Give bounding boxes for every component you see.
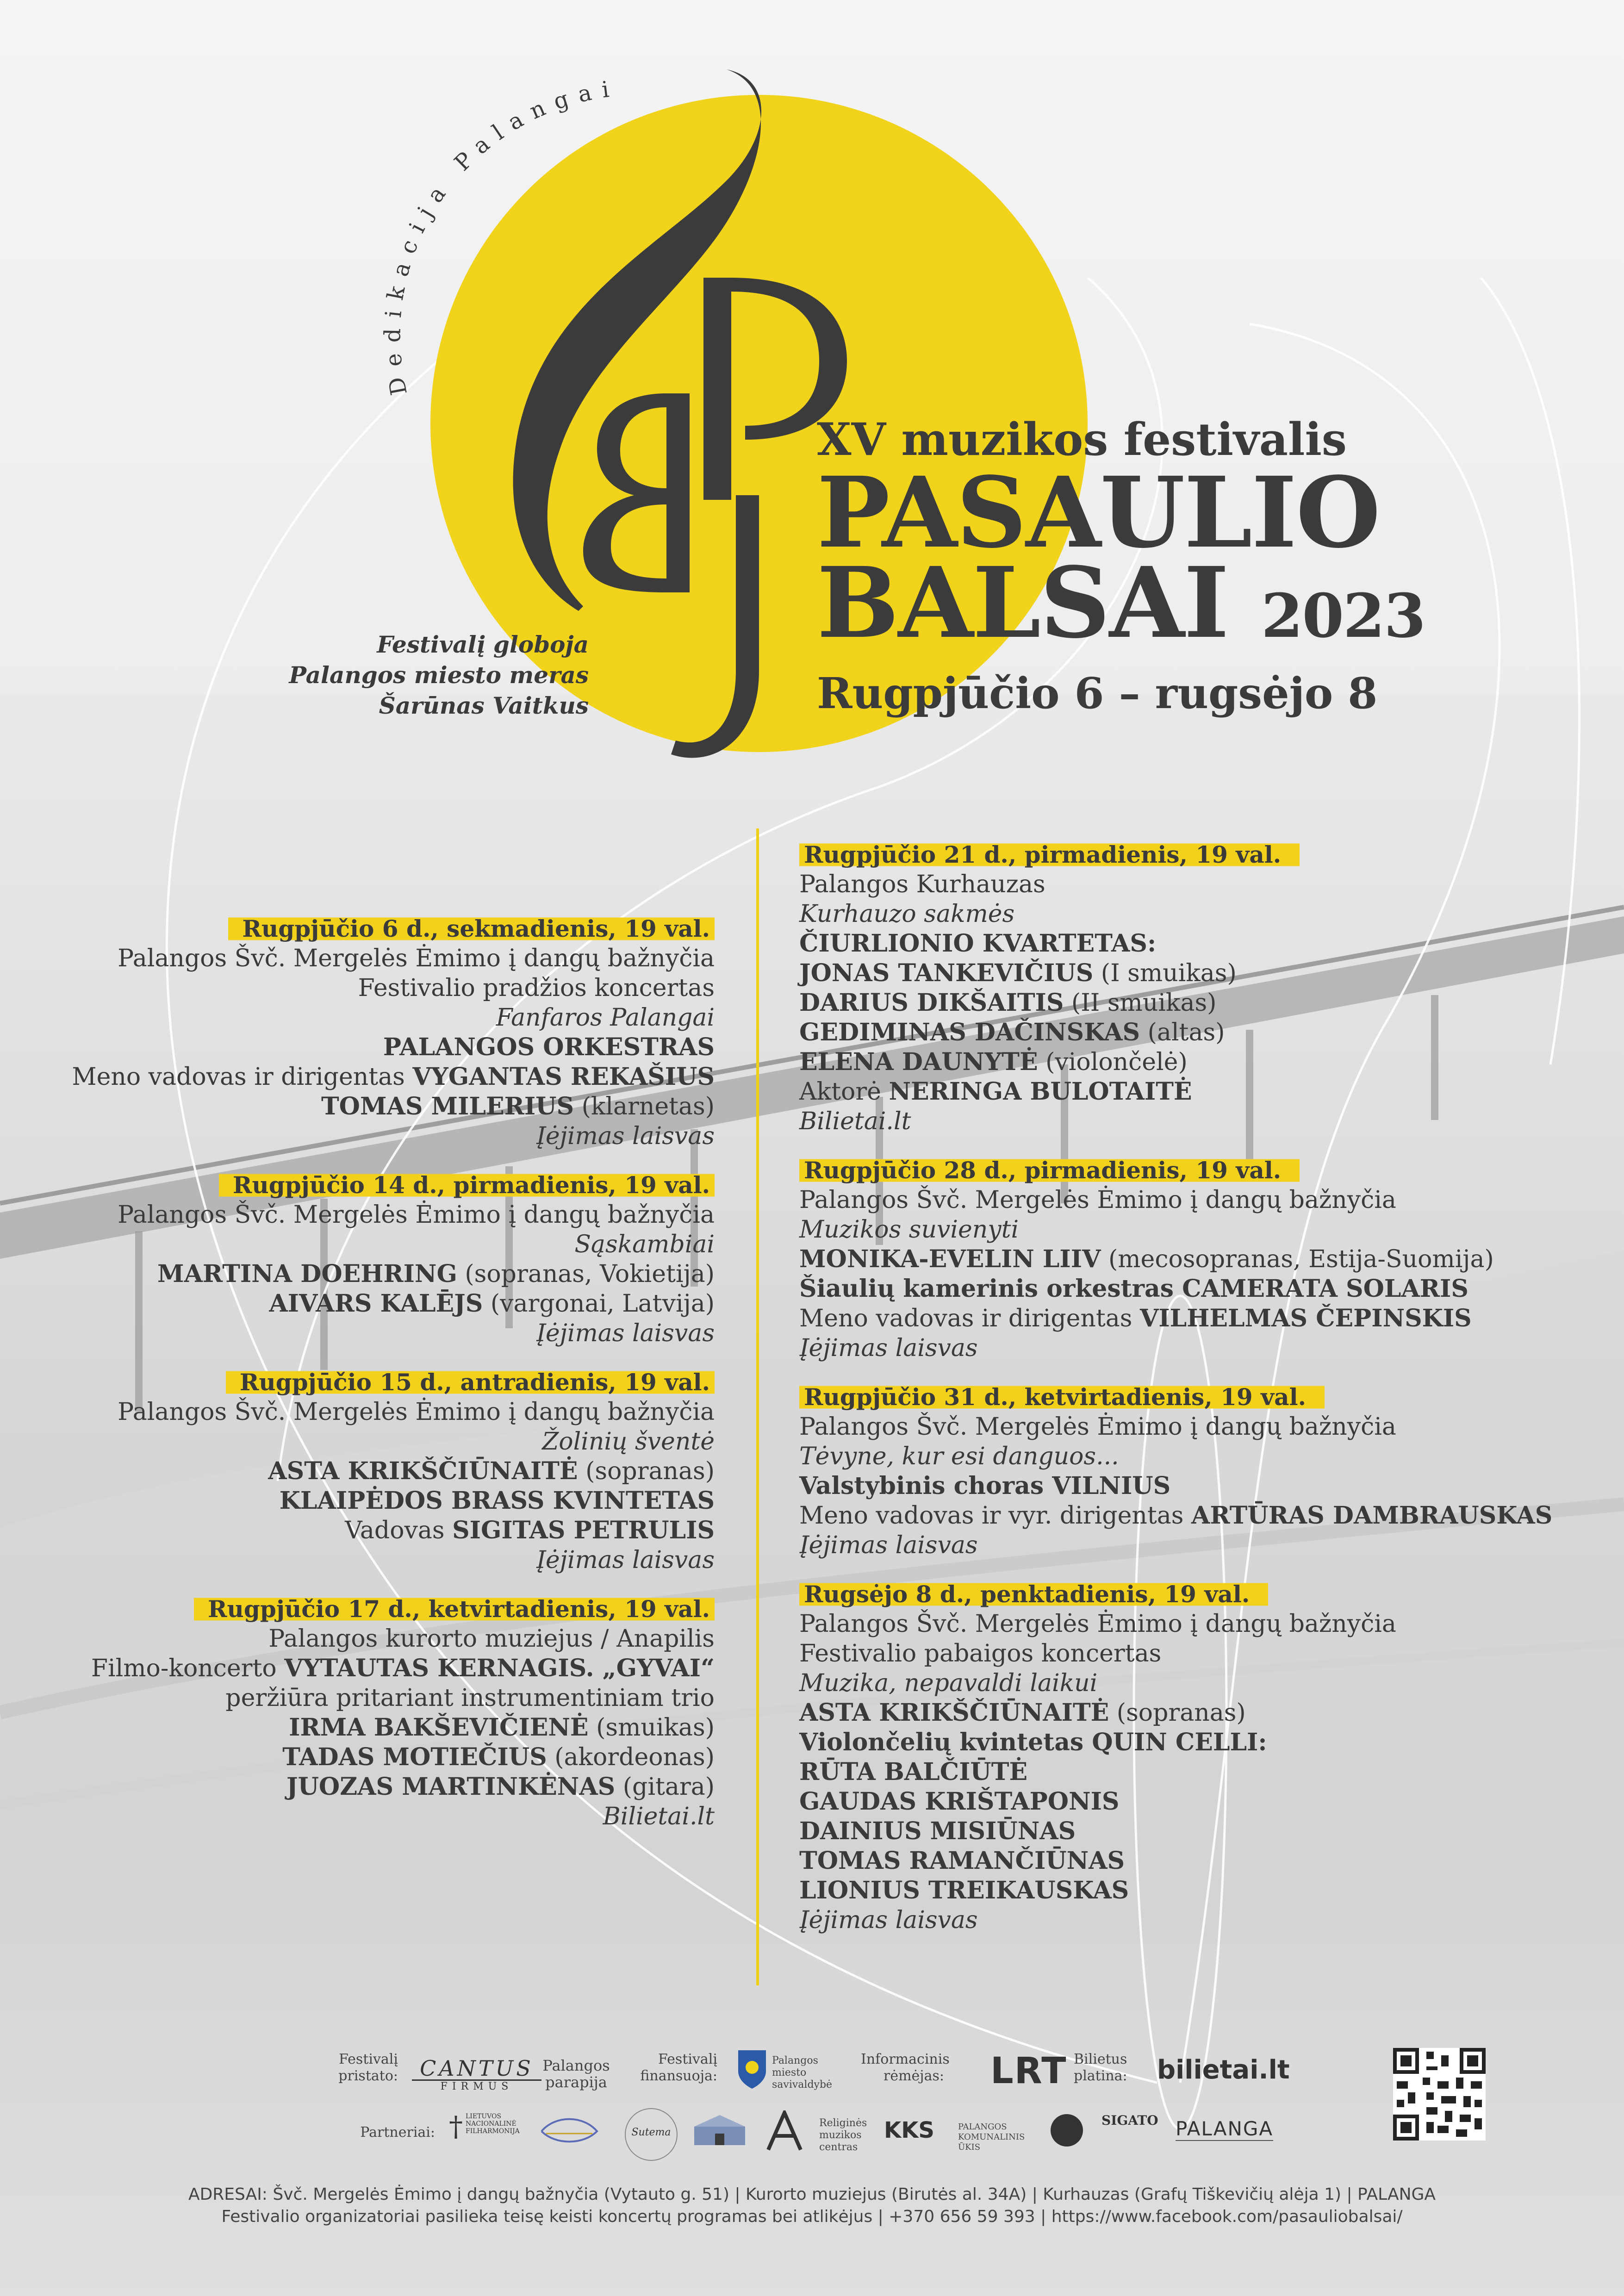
- performer-name: GEDIMINAS DAČINSKAS: [799, 1018, 1140, 1046]
- event-line: [799, 988, 1552, 1018]
- performer-name: TOMAS RAMANČIŪNAS: [799, 1847, 1125, 1875]
- performer-name: IRMA BAKŠEVIČIENĖ: [289, 1713, 589, 1742]
- performer-name: VYGANTAS REKAŠIUS: [412, 1063, 715, 1091]
- partner-sigato-logo: SIGATO: [1101, 2113, 1158, 2128]
- performer-name: ELENA DAUNYTĖ: [799, 1048, 1038, 1076]
- performer-name: RŪTA BALČIŪTĖ: [799, 1758, 1028, 1786]
- event-line: [72, 1397, 715, 1427]
- festival-dates: Rugpjūčio 6 – rugsėjo 8: [817, 668, 1378, 718]
- footer-addresses: ADRESAI: Švč. Mergelės Ėmimo į dangų bažnyčia (Vytauto g. 51) | Kurorto muziejus (Birutės al. 34A) | Kurhauzas (Grafų Tiškevičių alėja 1) | PALANGA: [188, 2185, 1436, 2204]
- patron-line: Šarūnas Vaitkus: [379, 692, 589, 719]
- event-text: Meno vadovas ir dirigentas: [799, 1305, 1140, 1332]
- partner-palanga-logo: PALANGA: [1176, 2117, 1274, 2140]
- program-title: Bilietai.lt: [603, 1803, 715, 1830]
- event-block: [72, 1368, 715, 1575]
- event-text: Festivalio pradžios koncertas: [358, 974, 715, 1002]
- event-text: (vargonai, Latvija): [483, 1290, 715, 1318]
- event-line: [72, 1516, 715, 1545]
- program-title: Įėjimas laisvas: [799, 1531, 978, 1559]
- performer-name: ASTA KRIKŠČIŪNAITĖ: [268, 1457, 578, 1485]
- program-title: Žolinių šventė: [542, 1428, 715, 1456]
- event-text: Meno vadovas ir dirigentas: [72, 1063, 413, 1091]
- event-text: (klarnetas): [574, 1093, 715, 1120]
- partner-komunalinis-text: PALANGOS KOMUNALINIS ŪKIS: [958, 2122, 1025, 2152]
- festival-title-line2: [817, 546, 1425, 661]
- event-line: [799, 1757, 1552, 1787]
- event-line: [799, 1018, 1552, 1047]
- event-line: [72, 1062, 715, 1092]
- event-date-heading: Rugpjūčio 21 d., pirmadienis, 19 val.: [799, 840, 1300, 870]
- event-text: (mecosopranas, Estija-Suomija): [1101, 1245, 1494, 1273]
- event-line: [799, 1304, 1552, 1333]
- program-title: Įėjimas laisvas: [799, 1334, 978, 1362]
- event-date-heading: Rugpjūčio 6 d., sekmadienis, 19 val.: [228, 914, 715, 944]
- event-line: [799, 1639, 1552, 1668]
- event-line: [799, 1876, 1552, 1905]
- event-text: peržiūra pritariant instrumentiniam trio: [225, 1684, 715, 1712]
- event-block: [799, 1156, 1552, 1363]
- program-title: Fanfaros Palangai: [496, 1004, 715, 1032]
- performer-name: VYTAUTAS KERNAGIS. „GYVAI“: [284, 1654, 715, 1682]
- event-line: [799, 1817, 1552, 1846]
- event-text: Aktorė: [799, 1078, 889, 1106]
- event-line: [72, 1289, 715, 1319]
- dedication-text: Dedikacija Palangai: [380, 75, 621, 398]
- bilietai-logo: bilietai.lt: [1157, 2055, 1290, 2085]
- event-block: [72, 1594, 715, 1831]
- event-line: [799, 1698, 1552, 1728]
- patron-note: [289, 629, 589, 721]
- festival-year: 2023: [1261, 580, 1425, 651]
- event-line: [72, 1802, 715, 1831]
- event-line: [72, 1121, 715, 1151]
- event-line: [799, 1905, 1552, 1935]
- event-line: [799, 1107, 1552, 1136]
- event-line: [72, 1259, 715, 1289]
- event-line: [799, 1215, 1552, 1244]
- municipality-name: Palangos miesto savivaldybė: [772, 2055, 833, 2091]
- event-line: [799, 1787, 1552, 1817]
- partner-sutema-text: Sutema: [631, 2127, 671, 2138]
- event-line: [799, 1333, 1552, 1363]
- program-title: Muzika, nepavaldi laikui: [799, 1669, 1098, 1697]
- event-date-heading: Rugpjūčio 31 d., ketvirtadienis, 19 val.: [799, 1382, 1325, 1412]
- performer-name: AIVARS KALĒJS: [269, 1289, 483, 1318]
- performer-name: GAUDAS KRIŠTAPONIS: [799, 1787, 1120, 1816]
- performer-name: KLAIPĖDOS BRASS KVINTETAS: [279, 1487, 715, 1515]
- event-block: [799, 840, 1552, 1136]
- event-line: [72, 1003, 715, 1033]
- event-line: [72, 1654, 715, 1683]
- event-line: [799, 958, 1552, 988]
- event-text: Palangos Švč. Mergelės Ėmimo į dangų bažnyčia: [118, 945, 715, 972]
- event-line: [799, 1185, 1552, 1215]
- event-line: [799, 929, 1552, 958]
- partner-round-logo-icon: [1051, 2114, 1083, 2147]
- program-title: Kurhauzo sakmės: [799, 900, 1015, 928]
- performer-name: SIGITAS PETRULIS: [452, 1516, 715, 1544]
- tickets-label: Bilietus platina:: [1074, 2051, 1127, 2084]
- event-text: Palangos Švč. Mergelės Ėmimo į dangų bažnyčia: [799, 1413, 1396, 1441]
- performer-name: MONIKA-EVELIN LIIV: [799, 1245, 1101, 1273]
- performer-name: JONAS TANKEVIČIUS: [799, 959, 1094, 987]
- lrt-logo: LRT: [990, 2050, 1067, 2092]
- event-line: [72, 1427, 715, 1456]
- event-text: Palangos kurorto muziejus / Anapilis: [268, 1625, 715, 1653]
- cantus-text: CANTUS: [412, 2057, 541, 2081]
- program-title: Įėjimas laisvas: [799, 1906, 978, 1934]
- parish-name: Palangos parapija: [542, 2057, 610, 2091]
- event-text: Palangos Švč. Mergelės Ėmimo į dangų bažnyčia: [118, 1398, 715, 1426]
- performer-name: DARIUS DIKŠAITIS: [799, 989, 1064, 1017]
- partner-filharmonija-logo: [449, 2110, 523, 2143]
- events-left-column: [72, 914, 715, 1851]
- event-date-heading: Rugsėjo 8 d., penktadienis, 19 val.: [799, 1580, 1268, 1609]
- event-line: [72, 1486, 715, 1516]
- event-line: [799, 1668, 1552, 1698]
- event-line: [72, 1772, 715, 1802]
- event-text: Meno vadovas ir vyr. dirigentas: [799, 1502, 1191, 1530]
- partner-a-logo: [764, 2110, 805, 2152]
- event-line: [799, 870, 1552, 899]
- event-text: Palangos Švč. Mergelės Ėmimo į dangų bažnyčia: [118, 1201, 715, 1229]
- event-text: (sopranas): [578, 1457, 715, 1485]
- event-date-heading: Rugpjūčio 14 d., pirmadienis, 19 val.: [219, 1170, 715, 1200]
- event-date-heading: Rugpjūčio 15 d., antradienis, 19 val.: [226, 1368, 715, 1397]
- event-text: (sopranas, Vokietija): [457, 1260, 715, 1288]
- program-title: Sąskambiai: [574, 1231, 715, 1258]
- partner-filharmonija-text: LIETUVOS NACIONALINĖ FILHARMONIJA: [466, 2113, 520, 2135]
- event-text: Festivalio pabaigos koncertas: [799, 1640, 1162, 1668]
- event-date-heading: Rugpjūčio 17 d., ketvirtadienis, 19 val.: [194, 1594, 715, 1624]
- event-text: (I smuikas): [1093, 959, 1237, 987]
- event-line: [799, 1077, 1552, 1107]
- festival-title-block: [817, 412, 1425, 726]
- cantus-firmus-logo: [412, 2057, 541, 2092]
- event-line: [799, 1501, 1552, 1531]
- program-title: Tėvyne, kur esi danguos...: [799, 1443, 1119, 1470]
- event-text: (II smuikas): [1064, 989, 1217, 1017]
- title-balsai: BALSAI: [817, 546, 1228, 660]
- event-text: Palangos Kurhauzas: [799, 871, 1045, 898]
- event-line: [72, 1033, 715, 1062]
- performer-name: DAINIUS MISIŪNAS: [799, 1817, 1076, 1845]
- event-line: [799, 1471, 1552, 1501]
- partner-sutema-logo: [625, 2108, 678, 2161]
- event-line: [799, 1244, 1552, 1274]
- performer-name: TOMAS MILERIUS: [321, 1092, 574, 1120]
- patron-line: Palangos miesto meras: [289, 661, 589, 689]
- performer-name: PALANGOS ORKESTRAS: [383, 1033, 715, 1061]
- performer-name: Šiaulių kamerinis orkestras CAMERATA SOLARIS: [799, 1275, 1468, 1303]
- event-block: [72, 1170, 715, 1348]
- event-line: [799, 1846, 1552, 1876]
- event-block: [799, 1580, 1552, 1935]
- firmus-text: FIRMUS: [440, 2081, 513, 2092]
- performer-name: ASTA KRIKŠČIŪNAITĖ: [799, 1699, 1109, 1727]
- info-sponsor-label: Informacinis rėmėjas:: [861, 2051, 950, 2084]
- events-right-column: [799, 840, 1552, 1954]
- event-line: [72, 1624, 715, 1654]
- event-line: [72, 1742, 715, 1772]
- event-text: (altas): [1140, 1019, 1225, 1046]
- footer-disclaimer: Festivalio organizatoriai pasilieka teisę keisti koncertų programas bei atlikėjus | +370 656 59 393 | https://www.facebook.com/pasauliobalsai/: [221, 2207, 1403, 2226]
- program-title: Įėjimas laisvas: [536, 1319, 715, 1347]
- program-title: Įėjimas laisvas: [536, 1546, 715, 1574]
- footer: [0, 2184, 1624, 2228]
- column-divider: [756, 828, 759, 1985]
- event-date-heading: Rugpjūčio 28 d., pirmadienis, 19 val.: [799, 1156, 1300, 1185]
- event-line: [72, 1200, 715, 1230]
- performer-name: Violončelių kvintetas QUIN CELLI:: [799, 1728, 1267, 1756]
- performer-name: ARTŪRAS DAMBRAUSKAS: [1191, 1501, 1553, 1530]
- event-line: [72, 1319, 715, 1348]
- event-text: (sopranas): [1109, 1699, 1246, 1727]
- event-text: (akordeonas): [547, 1743, 715, 1771]
- event-line: [799, 899, 1552, 929]
- event-line: [72, 1713, 715, 1742]
- patron-line: Festivalį globoja: [377, 631, 589, 658]
- event-line: [799, 1728, 1552, 1757]
- partners-label: Partneriai:: [360, 2124, 435, 2140]
- festival-title-line1: PASAULIO: [817, 455, 1380, 570]
- event-line: [72, 1092, 715, 1121]
- event-text: (violončelė): [1038, 1048, 1188, 1076]
- partner-swirl-logo: [537, 2113, 602, 2150]
- event-line: [799, 1047, 1552, 1077]
- performer-name: ČIURLIONIO KVARTETAS:: [799, 929, 1157, 958]
- program-title: Muzikos suvienyti: [799, 1216, 1019, 1244]
- performer-name: MARTINA DOEHRING: [157, 1260, 457, 1288]
- performer-name: NERINGA BULOTAITĖ: [889, 1077, 1192, 1106]
- partner-kks-logo: KKS: [884, 2117, 934, 2143]
- event-text: Filmo-koncerto: [91, 1655, 285, 1682]
- event-block: [799, 1382, 1552, 1560]
- partner-religious-music-text: Religinės muzikos centras: [819, 2117, 867, 2153]
- performer-name: JUOZAS MARTINKĖNAS: [286, 1773, 616, 1801]
- event-text: (smuikas): [588, 1714, 715, 1742]
- event-line: [799, 1442, 1552, 1471]
- event-line: [799, 1412, 1552, 1442]
- event-line: [72, 944, 715, 973]
- partner-filharmonija-icon: †: [449, 2110, 463, 2143]
- event-line: [72, 1545, 715, 1575]
- event-text: (gitara): [615, 1773, 715, 1801]
- performer-name: LIONIUS TREIKAUSKAS: [799, 1876, 1129, 1904]
- event-line: [72, 1683, 715, 1713]
- qr-code: [1393, 2048, 1486, 2140]
- event-line: [72, 973, 715, 1003]
- festival-subtitle: XV muzikos festivalis: [817, 413, 1347, 466]
- program-title: Įėjimas laisvas: [536, 1122, 715, 1150]
- event-line: [72, 1230, 715, 1259]
- municipality-crest-icon: [736, 2048, 768, 2090]
- partner-building-logo: [690, 2113, 750, 2150]
- funded-label: Festivalį finansuoja:: [640, 2051, 717, 2084]
- event-text: Vadovas: [345, 1517, 453, 1544]
- event-text: Palangos Švč. Mergelės Ėmimo į dangų bažnyčia: [799, 1186, 1396, 1214]
- program-title: Bilietai.lt: [799, 1108, 911, 1135]
- event-line: [799, 1609, 1552, 1639]
- event-text: Palangos Švč. Mergelės Ėmimo į dangų bažnyčia: [799, 1610, 1396, 1638]
- performer-name: VILHELMAS ČEPINSKIS: [1140, 1304, 1472, 1332]
- performer-name: TADAS MOTIEČIUS: [282, 1743, 547, 1771]
- performer-name: Valstybinis choras VILNIUS: [799, 1472, 1171, 1500]
- event-line: [799, 1531, 1552, 1560]
- event-block: [72, 914, 715, 1151]
- presenters-label: Festivalį pristato:: [338, 2051, 398, 2084]
- event-line: [72, 1456, 715, 1486]
- event-line: [799, 1274, 1552, 1304]
